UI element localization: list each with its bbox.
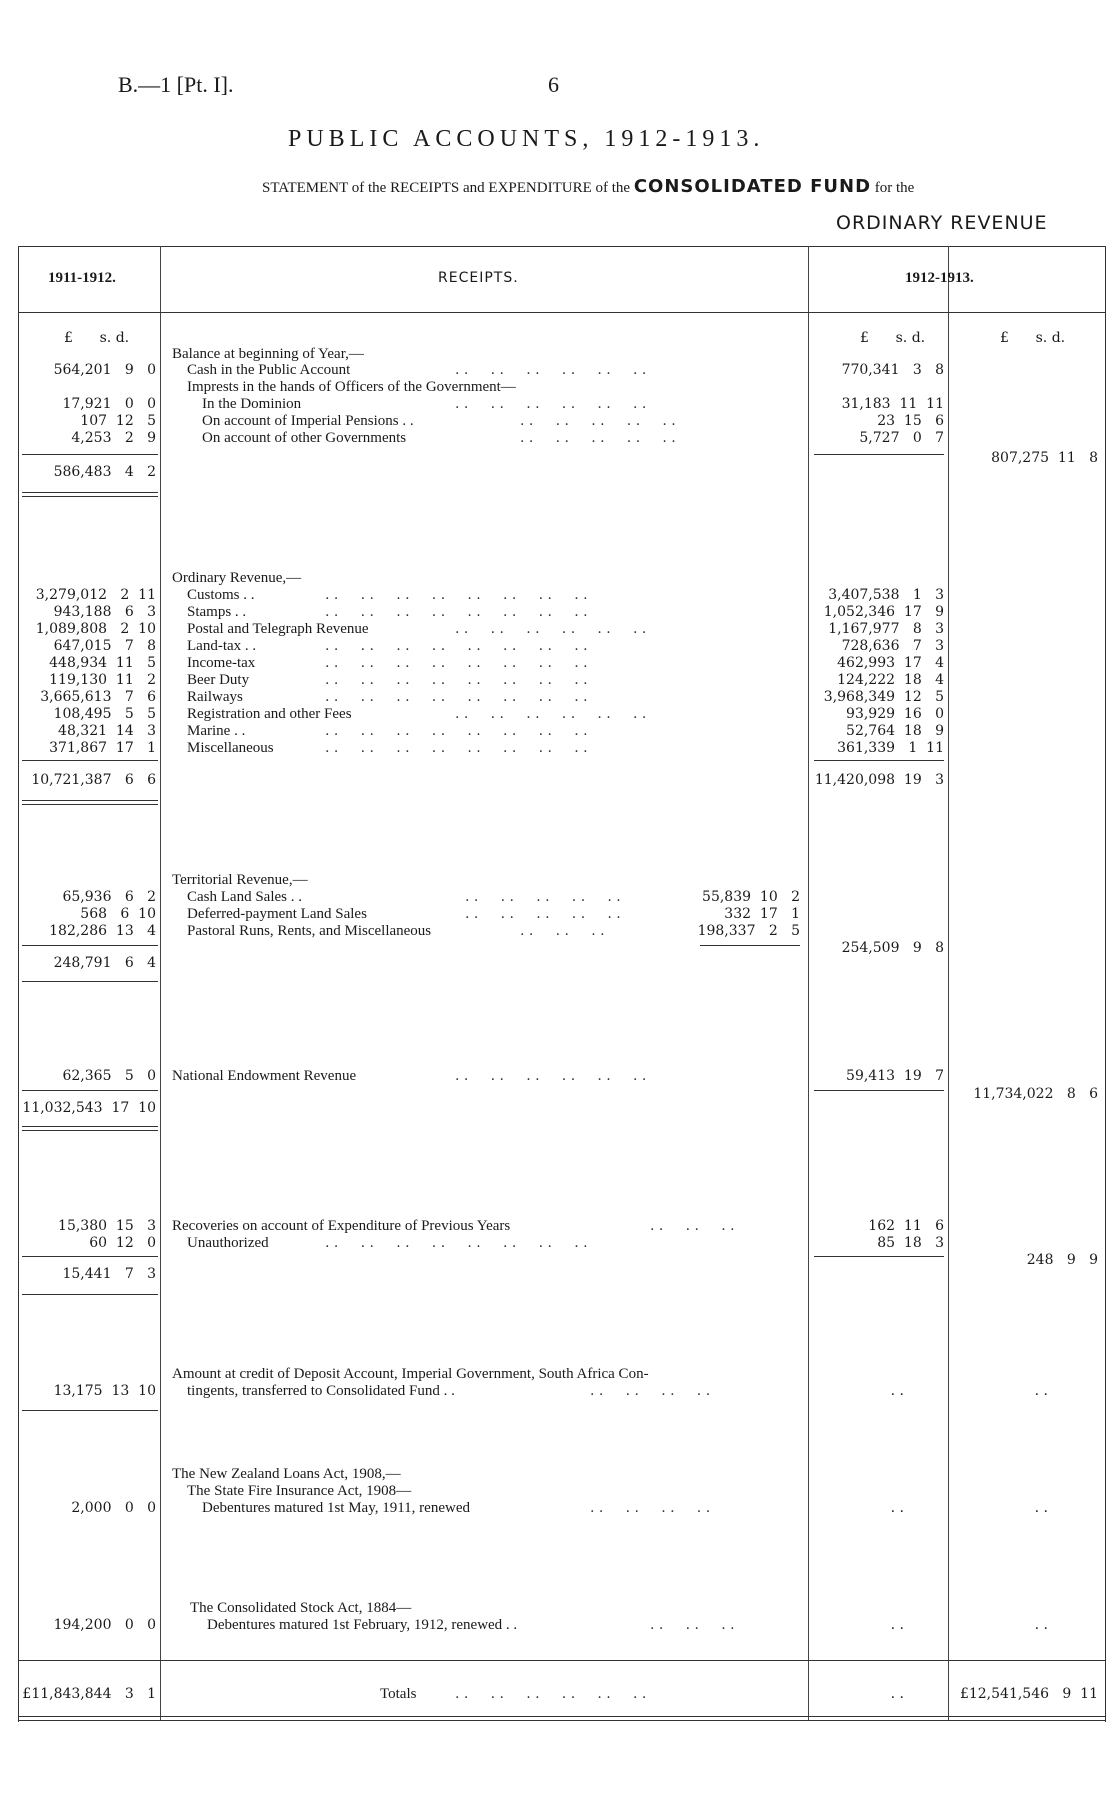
subtotal-rule [814, 760, 944, 761]
recoveries-curr: 162 11 6 [868, 1218, 944, 1234]
deposit-total: . . [1034, 1383, 1048, 1399]
subtotal-rule [22, 1256, 158, 1257]
leader-dots: . . . . . . . . . . . . . . . . [325, 655, 588, 671]
leader-dots: . . . . . . . . . . [465, 889, 621, 905]
grand-revenue-total: 11,734,022 8 6 [973, 1086, 1098, 1102]
recoveries-curr-total: 248 9 9 [1026, 1252, 1098, 1268]
dominion-label: In the Dominion [202, 396, 302, 412]
leader-dots: . . . . . . [650, 1617, 735, 1633]
total-rule [22, 1294, 158, 1295]
ordinary-item-label: Income-tax [187, 655, 256, 671]
stock-line-2: Debentures matured 1st February, 1912, renewed . . [207, 1617, 518, 1633]
subtitle-pre: STATEMENT of the RECEIPTS and EXPENDITURE of the [262, 180, 631, 196]
ordinary-item-prev: 647,015 7 8 [53, 638, 156, 654]
deposit-curr: . . [890, 1383, 904, 1399]
endowment-prev-total: 11,032,543 17 10 [22, 1100, 156, 1116]
ordinary-curr-total: 11,420,098 19 3 [814, 772, 944, 788]
ordinary-item-prev: 1,089,808 2 10 [35, 621, 156, 637]
ordinary-item-label: Railways [187, 689, 243, 705]
section-rule [22, 1410, 158, 1411]
statement-subtitle [262, 176, 914, 197]
subtotal-rule [22, 945, 158, 946]
subtotal-rule [814, 1090, 944, 1091]
unauthorized-label: Unauthorized [187, 1235, 269, 1251]
ordinary-item-label: Customs . . [187, 587, 255, 603]
territorial-item-prev: 182,286 13 4 [49, 923, 156, 939]
territorial-item-inner: 198,337 2 5 [697, 923, 800, 939]
ordinary-revenue-heading-row: Ordinary Revenue,— [172, 570, 302, 586]
leader-dots: . . . . . . . . . . . . . . . . [325, 1235, 588, 1251]
subtotal-rule [22, 454, 158, 455]
ordinary-item-curr: 361,339 1 11 [837, 740, 944, 756]
column-divider [948, 246, 949, 1721]
territorial-curr-total: 254,509 9 8 [841, 940, 944, 956]
ordinary-prev-total: 10,721,387 6 6 [31, 772, 156, 788]
leader-dots: . . . . . . . . . . . . . . . . [325, 587, 588, 603]
unauthorized-curr: 85 18 3 [877, 1235, 944, 1251]
leader-dots: . . . . . . [520, 923, 605, 939]
dominion-prev: 17,921 0 0 [62, 396, 156, 412]
leader-dots: . . . . . . . . . . . . [455, 706, 647, 722]
loans-line-1: The New Zealand Loans Act, 1908,— [172, 1466, 401, 1482]
stock-total: . . [1034, 1617, 1048, 1633]
leader-dots: . . . . . . . . . . . . . . . . [325, 723, 588, 739]
territorial-item-label: Deferred-payment Land Sales [187, 906, 367, 922]
page-number: 6 [548, 72, 559, 97]
balance-heading: Balance at beginning of Year,— [172, 346, 364, 362]
imperial-curr: 23 15 6 [877, 413, 944, 429]
totals-rule [18, 1660, 1105, 1661]
territorial-prev-total: 248,791 6 4 [53, 955, 156, 971]
endowment-label: National Endowment Revenue [172, 1068, 357, 1084]
total-rule [22, 800, 158, 805]
totals-label: Totals [380, 1686, 417, 1702]
total-rule [22, 1126, 158, 1131]
territorial-item-inner: 332 17 1 [724, 906, 800, 922]
ordinary-item-label: Postal and Telegraph Revenue [187, 621, 369, 637]
recoveries-label: Recoveries on account of Expenditure of Previous Years [172, 1218, 511, 1234]
leader-dots: . . . . . . . . . . . . . . . . [325, 672, 588, 688]
territorial-item-label: Pastoral Runs, Rents, and Miscellaneous [187, 923, 432, 939]
ordinary-item-prev: 3,665,613 7 6 [40, 689, 156, 705]
ordinary-item-curr: 52,764 18 9 [846, 723, 944, 739]
loans-prev: 2,000 0 0 [71, 1500, 156, 1516]
ordinary-item-curr: 462,993 17 4 [837, 655, 944, 671]
ordinary-item-label: Marine . . [187, 723, 246, 739]
deposit-line-2: tingents, transferred to Consolidated Fund . . [187, 1383, 455, 1399]
column-divider [808, 246, 809, 1721]
unauthorized-prev: 60 12 0 [89, 1235, 156, 1251]
leader-dots: . . . . . . . . . . [465, 906, 621, 922]
subtotal-rule [22, 1090, 158, 1091]
leader-dots: . . . . . . . . . . . . [455, 621, 647, 637]
column-header-receipts: RECEIPTS. [438, 270, 519, 286]
dominion-curr: 31,183 11 11 [841, 396, 944, 412]
loans-line-2: The State Fire Insurance Act, 1908— [187, 1483, 412, 1499]
leader-dots: . . . . . . . . . . . . [455, 1068, 647, 1084]
territorial-item-prev: 65,936 6 2 [62, 889, 156, 905]
leader-dots: . . . . . . . . . . . . [455, 396, 647, 412]
territorial-item-prev: 568 6 10 [80, 906, 156, 922]
unit-header-curr: £ s. d. [860, 330, 926, 346]
ordinary-item-prev: 943,188 6 3 [53, 604, 156, 620]
total-rule [22, 981, 158, 982]
final-double-rule [18, 1716, 1105, 1721]
total-rule [22, 492, 158, 497]
leader-dots: . . . . . . . . [590, 1383, 711, 1399]
loans-line-3: Debentures matured 1st May, 1911, renewed [202, 1500, 470, 1516]
ordinary-item-prev: 3,279,012 2 11 [35, 587, 156, 603]
ordinary-item-curr: 93,929 16 0 [846, 706, 944, 722]
subtitle-post: for the [874, 180, 915, 196]
column-header-1911: 1911-1912. [48, 270, 116, 286]
cash-label: Cash in the Public Account [187, 362, 351, 378]
ordinary-item-prev: 448,934 11 5 [49, 655, 156, 671]
other-govts-label: On account of other Governments [202, 430, 407, 446]
leader-dots: . . . . . . . . . . . . . . . . [325, 638, 588, 654]
ordinary-item-label: Land-tax . . [187, 638, 257, 654]
subtotal-rule [700, 945, 800, 946]
column-divider [160, 246, 161, 1721]
ordinary-item-label: Beer Duty [187, 672, 250, 688]
page-reference: B.—1 [Pt. I]. [118, 72, 234, 97]
ordinary-item-curr: 3,968,349 12 5 [823, 689, 944, 705]
page-title: PUBLIC ACCOUNTS, 1912-1913. [288, 126, 765, 152]
loans-total: . . [1034, 1500, 1048, 1516]
territorial-item-label: Cash Land Sales . . [187, 889, 302, 905]
deposit-prev: 13,175 13 10 [53, 1383, 156, 1399]
ordinary-item-prev: 48,321 14 3 [58, 723, 156, 739]
ordinary-item-label: Stamps . . [187, 604, 247, 620]
other-govts-curr: 5,727 0 7 [859, 430, 944, 446]
ordinary-item-curr: 124,222 18 4 [837, 672, 944, 688]
territorial-heading: Territorial Revenue,— [172, 872, 308, 888]
subtotal-rule [22, 760, 158, 761]
subtotal-rule [814, 1256, 944, 1257]
stock-curr: . . [890, 1617, 904, 1633]
subtotal-rule [814, 454, 944, 455]
leader-dots: . . . . . . . . . . [520, 430, 676, 446]
leader-dots: . . . . . . . . [590, 1500, 711, 1516]
stock-prev: 194,200 0 0 [53, 1617, 156, 1633]
ordinary-item-prev: 371,867 17 1 [49, 740, 156, 756]
leader-dots: . . . . . . . . . . . . [455, 362, 647, 378]
recoveries-prev: 15,380 15 3 [58, 1218, 156, 1234]
territorial-item-inner: 55,839 10 2 [702, 889, 800, 905]
leader-dots: . . . . . . . . . . . . . . . . [325, 740, 588, 756]
column-header-1912: 1912-1913. [905, 270, 974, 286]
deposit-line-1: Amount at credit of Deposit Account, Imperial Government, South Africa Con- [172, 1366, 649, 1382]
unit-header-prev: £ s. d. [64, 330, 130, 346]
accounts-table [18, 246, 1106, 1722]
endowment-curr: 59,413 19 7 [846, 1068, 944, 1084]
ordinary-revenue-heading: ORDINARY REVENUE [836, 212, 1048, 234]
totals-curr: . . [890, 1686, 904, 1702]
ordinary-item-label: Miscellaneous [187, 740, 274, 756]
cash-curr: 770,341 3 8 [841, 362, 944, 378]
ordinary-item-prev: 108,495 5 5 [53, 706, 156, 722]
cash-prev: 564,201 9 0 [53, 362, 156, 378]
unit-header-total: £ s. d. [1000, 330, 1066, 346]
imperial-prev: 107 12 5 [80, 413, 156, 429]
leader-dots: . . . . . . . . . . . . . . . . [325, 604, 588, 620]
totals-grand: £12,541,546 9 11 [959, 1686, 1098, 1702]
subtitle-fund-name: CONSOLIDATED FUND [633, 176, 872, 197]
balance-prev-total: 586,483 4 2 [53, 464, 156, 480]
header-rule [18, 312, 1105, 313]
imprests-heading: Imprests in the hands of Officers of the Government— [187, 379, 516, 395]
ordinary-item-label: Registration and other Fees [187, 706, 352, 722]
ordinary-item-curr: 1,052,346 17 9 [823, 604, 944, 620]
endowment-prev: 62,365 5 0 [62, 1068, 156, 1084]
ordinary-item-prev: 119,130 11 2 [49, 672, 156, 688]
leader-dots: . . . . . . . . . . . . [455, 1686, 647, 1702]
leader-dots: . . . . . . . . . . . . . . . . [325, 689, 588, 705]
leader-dots: . . . . . . . . . . [520, 413, 676, 429]
ordinary-item-curr: 728,636 7 3 [841, 638, 944, 654]
other-govts-prev: 4,253 2 9 [71, 430, 156, 446]
balance-curr-total: 807,275 11 8 [991, 450, 1098, 466]
ordinary-item-curr: 1,167,977 8 3 [828, 621, 944, 637]
leader-dots: . . . . . . [650, 1218, 735, 1234]
stock-line-1: The Consolidated Stock Act, 1884— [190, 1600, 412, 1616]
ordinary-item-curr: 3,407,538 1 3 [828, 587, 944, 603]
recoveries-prev-total: 15,441 7 3 [62, 1266, 156, 1282]
loans-curr: . . [890, 1500, 904, 1516]
imperial-label: On account of Imperial Pensions . . [202, 413, 414, 429]
totals-prev: £11,843,844 3 1 [22, 1686, 156, 1702]
